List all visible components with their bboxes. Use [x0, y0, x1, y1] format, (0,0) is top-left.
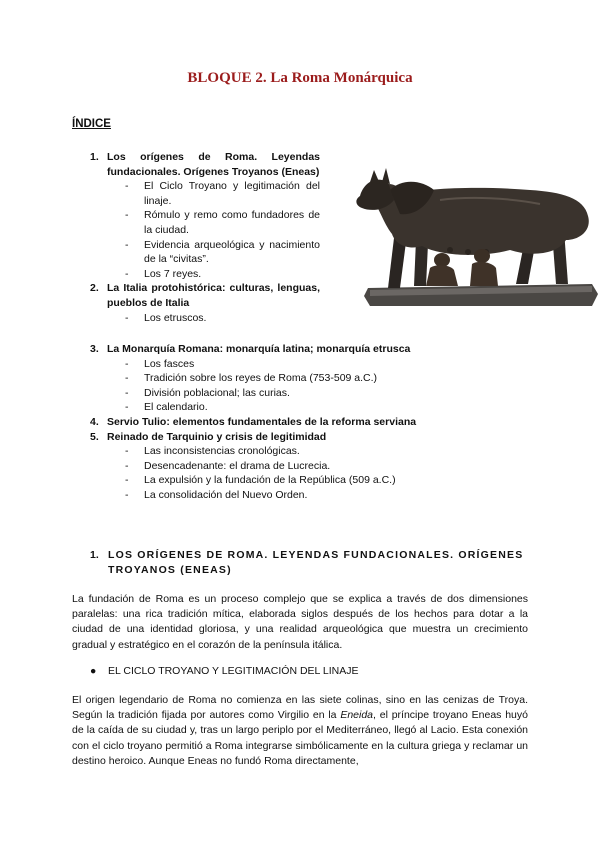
wolf-ear: [370, 170, 380, 184]
index-heading: ÍNDICE: [72, 118, 111, 130]
toc-subitem-label: Desencadenante: el drama de Lucrecia.: [144, 459, 331, 472]
toc-subitem: [90, 267, 320, 282]
twin-body: [426, 265, 458, 286]
dash: -: [125, 445, 129, 458]
dash: -: [125, 372, 129, 385]
toc-subitem-label: El Ciclo Troyano y legitimación del linaje.: [144, 180, 320, 207]
toc-number: 1.: [90, 151, 99, 163]
subsection-heading: [90, 665, 359, 677]
toc-label: Servio Tulio: elementos fundamentales de la reforma serviana: [107, 415, 417, 428]
toc-subitem: [90, 459, 435, 474]
paragraph-text: El origen legendario de Roma no comienza en las siete colinas, sino en las cenizas de Troya. Según la tradición fijada por autores como Virgilio en la: [72, 694, 528, 722]
dash: -: [125, 238, 129, 251]
toc-subitem-label: Tradición sobre los reyes de Roma (753-509 a.C.): [144, 372, 378, 385]
toc-subitem-label: Los fasces: [144, 357, 195, 370]
toc-subitem-label: El calendario.: [144, 401, 208, 414]
toc-item-4: [90, 415, 435, 430]
dash: -: [125, 401, 129, 414]
toc-subitem: [90, 400, 435, 415]
section-1-heading: [90, 548, 530, 577]
twin-head-2: [474, 249, 490, 263]
toc-number: 2.: [90, 282, 99, 295]
paragraph-text-continued: , el príncipe troyano Eneas huyó de la caída de su ciudad y, tras un largo periplo por el Mediterráneo, llegó al Lacio. Esta conexión con el ciclo troyano permitió a Roma integrarse simbólicamente en la cultura griega y reclamar un destino heroico. Aunque Eneas no fundó Roma directamente,: [72, 709, 528, 767]
table-of-contents: [90, 150, 320, 325]
toc-number: 5.: [90, 430, 99, 443]
document-title: BLOQUE 2. La Roma Monárquica: [187, 70, 413, 86]
toc-label: La Italia protohistórica: culturas, lenguas, pueblos de Italia: [107, 282, 320, 309]
section-1-body-paragraph: [72, 693, 528, 769]
toc-item-1: [90, 150, 320, 179]
toc-number: 4.: [90, 415, 99, 428]
bullet-icon: ●: [90, 665, 97, 677]
toc-subitem: [90, 444, 435, 459]
toc-item-5: [90, 430, 435, 445]
twin-head: [434, 253, 450, 267]
toc-subitem: [90, 357, 435, 372]
toc-item-2: [90, 281, 320, 310]
toc-subitem: [90, 208, 320, 237]
wolf-teat: [447, 247, 453, 253]
toc-subitem-label: La expulsión y la fundación de la República (509 a.C.): [144, 474, 396, 487]
section-heading-text: LOS ORÍGENES DE ROMA. LEYENDAS FUNDACIONALES. ORÍGENES TROYANOS (ENEAS): [108, 549, 524, 576]
wolf-teat-2: [465, 249, 471, 255]
dash: -: [125, 459, 129, 472]
toc-subitem: [90, 386, 435, 401]
toc-subitem: [90, 311, 320, 326]
toc-subitem-label: Los etruscos.: [144, 311, 207, 324]
toc-subitem-label: Los 7 reyes.: [144, 267, 202, 280]
toc-subitem-label: Las inconsistencias cronológicas.: [144, 445, 300, 458]
dash: -: [125, 357, 129, 370]
toc-number: 3.: [90, 343, 99, 355]
toc-subitem: [90, 179, 320, 208]
toc-subitem-label: Rómulo y remo como fundadores de la ciudad.: [144, 209, 320, 236]
toc-subitem-label: División poblacional; las curias.: [144, 386, 290, 399]
dash: -: [125, 209, 129, 222]
dash: -: [125, 267, 129, 280]
toc-item-3: [90, 342, 435, 357]
dash: -: [125, 180, 129, 193]
section-1-intro-paragraph: La fundación de Roma es un proceso complejo que se explica a través de dos dimensiones paralelas: una rica tradición mítica, elaborada siglos después de los hechos para dotar a la ciudad de una identidad gloriosa, y una realidad arqueológica que muestra un crecimiento gradual y estratégico en el corazón de la península itálica.: [72, 593, 528, 651]
toc-subitem: [90, 371, 435, 386]
subsection-heading-text: EL CICLO TROYANO Y LEGITIMACIÓN DEL LINAJE: [108, 665, 359, 677]
table-of-contents-continued: [90, 342, 435, 503]
dash: -: [125, 474, 129, 487]
toc-subitem-label: Evidencia arqueológica y nacimiento de la “civitas”.: [144, 238, 320, 266]
toc-subitem: [90, 238, 320, 267]
dash: -: [125, 311, 129, 324]
toc-subitem-label: La consolidación del Nuevo Orden.: [144, 488, 308, 501]
wolf-ear-2: [382, 168, 390, 184]
twin-body-2: [470, 262, 498, 286]
capitoline-wolf-image: [330, 160, 600, 308]
toc-label: Reinado de Tarquinio y crisis de legitimidad: [107, 430, 327, 443]
toc-subitem: [90, 473, 435, 488]
toc-label: Los orígenes de Roma. Leyendas fundacionales. Orígenes Troyanos (Eneas): [107, 151, 320, 178]
dash: -: [125, 386, 129, 399]
dash: -: [125, 488, 129, 501]
section-number: 1.: [90, 549, 99, 561]
toc-label: La Monarquía Romana: monarquía latina; monarquía etrusca: [107, 343, 411, 355]
work-title: Eneida: [340, 709, 374, 722]
toc-subitem: [90, 488, 435, 503]
